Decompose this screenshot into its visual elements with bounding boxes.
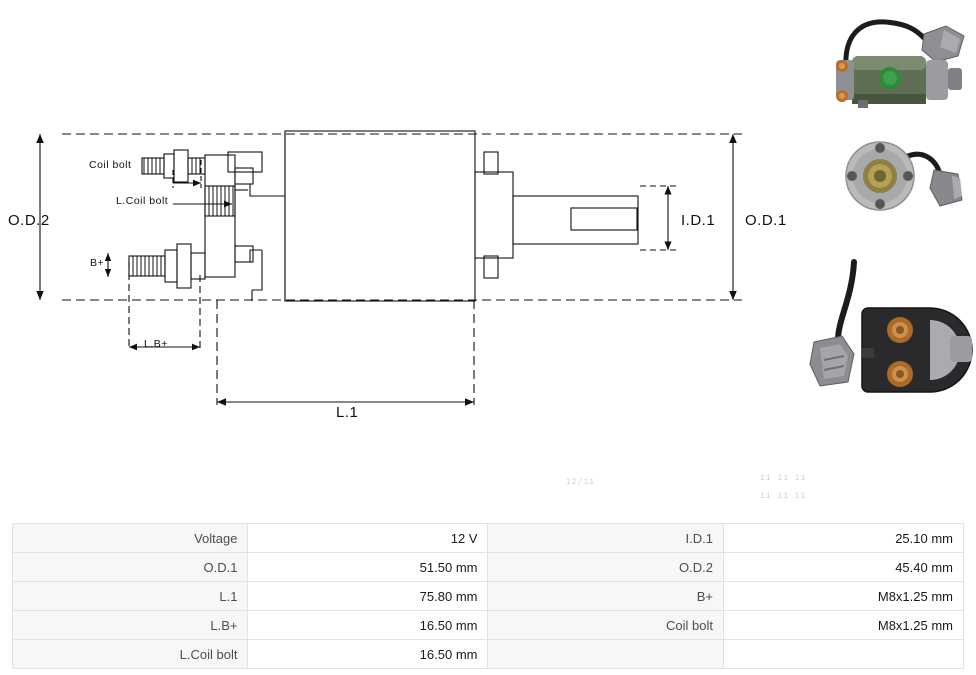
product-photos bbox=[800, 0, 976, 440]
table-row bbox=[13, 582, 964, 611]
spec-key-od2: O.D.2 bbox=[488, 553, 723, 582]
spec-empty-value bbox=[723, 640, 963, 669]
faint-text-right-bottom: 11 11 11 bbox=[760, 492, 807, 501]
solenoid-side-view-photo bbox=[812, 8, 976, 132]
faint-text-right-top: 11 11 11 bbox=[760, 474, 807, 483]
spec-value-id1: 25.10 mm bbox=[723, 524, 963, 553]
spec-value-lbplus: 16.50 mm bbox=[248, 611, 488, 640]
spec-key-l-coil-bolt: L.Coil bolt bbox=[13, 640, 248, 669]
spec-key-id1: I.D.1 bbox=[488, 524, 723, 553]
spec-key-lbplus: L.B+ bbox=[13, 611, 248, 640]
dim-label-bplus: B+ bbox=[90, 257, 105, 269]
dim-label-od2: O.D.2 bbox=[8, 212, 50, 229]
spec-key-coil-bolt: Coil bolt bbox=[488, 611, 723, 640]
spec-key-voltage: Voltage bbox=[13, 524, 248, 553]
table-row bbox=[13, 640, 964, 669]
dim-label-lbplus: L.B+ bbox=[144, 338, 168, 350]
spec-value-voltage: 12 V bbox=[248, 524, 488, 553]
spec-value-od2: 45.40 mm bbox=[723, 553, 963, 582]
table-row bbox=[13, 611, 964, 640]
spec-key-bplus: B+ bbox=[488, 582, 723, 611]
spec-empty-key bbox=[488, 640, 723, 669]
faint-text-left: 12/11 bbox=[566, 478, 596, 487]
spec-value-l1: 75.80 mm bbox=[248, 582, 488, 611]
dim-label-od1: O.D.1 bbox=[745, 212, 787, 229]
table-row bbox=[13, 553, 964, 582]
dim-label-coil-bolt: Coil bolt bbox=[89, 159, 132, 171]
specifications-table bbox=[12, 523, 964, 669]
spec-key-od1: O.D.1 bbox=[13, 553, 248, 582]
solenoid-front-view-photo bbox=[812, 126, 976, 236]
solenoid-terminal-view-photo bbox=[804, 248, 976, 428]
faint-text-row bbox=[0, 470, 976, 515]
spec-key-l1: L.1 bbox=[13, 582, 248, 611]
dim-label-l1: L.1 bbox=[336, 404, 359, 421]
spec-value-bplus: M8x1.25 mm bbox=[723, 582, 963, 611]
dim-label-id1: I.D.1 bbox=[681, 212, 716, 229]
spec-value-l-coil-bolt: 16.50 mm bbox=[248, 640, 488, 669]
dim-label-l-coil-bolt: L.Coil bolt bbox=[116, 195, 169, 207]
spec-value-od1: 51.50 mm bbox=[248, 553, 488, 582]
table-row bbox=[13, 524, 964, 553]
spec-value-coil-bolt: M8x1.25 mm bbox=[723, 611, 963, 640]
